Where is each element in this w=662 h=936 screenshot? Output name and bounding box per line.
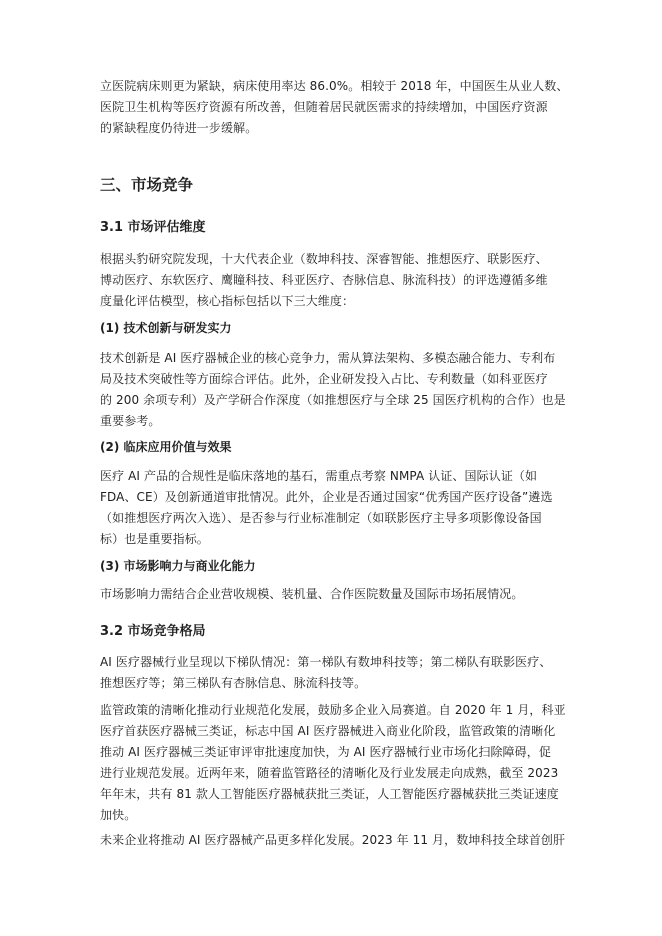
- item-heading-tech-innovation: (1) 技术创新与研发实力: [100, 321, 232, 335]
- text-line: 的紧缺程度仍待进一步缓解。: [100, 121, 258, 135]
- text-line: （如推想医疗两次入选）、是否参与行业标准制定（如联影医疗主导多项影像设备国: [100, 511, 542, 525]
- text-line: 推动 AI 医疗器械三类证审评审批速度加快，为 AI 医疗器械行业市场化扫除障碍，促: [100, 745, 551, 759]
- paragraph-evaluation-intro: [100, 249, 570, 312]
- text-line: 进行业规范发展。近两年来，随着监管路径的清晰化及行业发展走向成熟，截至 2023: [100, 766, 559, 780]
- text-line: 医疗 AI 产品的合规性是临床落地的基石，需重点考察 NMPA 认证、国际认证（如: [100, 469, 538, 483]
- text-line: 年年末，共有 81 款人工智能医疗器械获批三类证，人工智能医疗器械获批三类证速度: [100, 787, 559, 801]
- text-line: 根据头豹研究院发现，十大代表企业（数坤科技、深睿智能、推想医疗、联影医疗、: [100, 252, 548, 266]
- text-line: 市场影响力需结合企业营收规模、装机量、合作医院数量及国际市场拓展情况。: [100, 587, 524, 601]
- paragraph-policy: [100, 700, 570, 826]
- text-line: AI 医疗器械行业呈现以下梯队情况：第一梯队有数坤科技等；第二梯队有联影医疗、: [100, 655, 552, 669]
- paragraph-tiers: [100, 652, 570, 694]
- text-line: FDA、CE）及创新通道审批情况。此外，企业是否通过国家“优秀国产医疗设备”遴选: [100, 490, 553, 504]
- paragraph-intro: [100, 76, 570, 139]
- section-heading-market-competition: 三、市场竞争: [100, 176, 194, 194]
- paragraph-market-influence: [100, 584, 570, 605]
- item-heading-clinical-value: (2) 临床应用价值与效果: [100, 440, 232, 454]
- text-line: 医疗首获医疗器械三类证，标志中国 AI 医疗器械进入商业化阶段，监管政策的清晰化: [100, 724, 556, 738]
- paragraph-tech-innovation: [100, 348, 570, 432]
- text-line: 重要参考。: [100, 414, 161, 428]
- text-line: 度量化评估模型，核心指标包括以下三大维度：: [100, 294, 355, 308]
- paragraph-clinical-value: [100, 466, 570, 550]
- text-line: 医院卫生机构等医疗资源有所改善，但随着居民就医需求的持续增加，中国医疗资源: [100, 100, 548, 114]
- text-line: 标）也是重要指标。: [100, 532, 209, 546]
- text-line: 立医院病床则更为紧缺，病床使用率达 86.0%。相较于 2018 年，中国医生从业人数、: [100, 79, 569, 93]
- text-line: 局及技术突破性等方面综合评估。此外，企业研发投入占比、专利数量（如科亚医疗: [100, 372, 548, 386]
- paragraph-future: [100, 830, 570, 851]
- text-line: 推想医疗等；第三梯队有杏脉信息、脉流科技等。: [100, 676, 367, 690]
- item-heading-market-influence: (3) 市场影响力与商业化能力: [100, 559, 256, 573]
- text-line: 未来企业将推动 AI 医疗器械产品更多样化发展。2023 年 11 月，数坤科技全球首创肝: [100, 833, 566, 847]
- text-line: 加快。: [100, 808, 137, 822]
- text-line: 技术创新是 AI 医疗器械企业的核心竞争力，需从算法架构、多模态融合能力、专利布: [100, 351, 556, 365]
- subsection-heading-3-2: 3.2 市场竞争格局: [100, 624, 206, 639]
- text-line: 的 200 余项专利）及产学研合作深度（如推想医疗与全球 25 国医疗机构的合作）也是: [100, 393, 566, 407]
- subsection-heading-3-1: 3.1 市场评估维度: [100, 220, 206, 235]
- text-line: 监管政策的清晰化推动行业规范化发展，鼓励多企业入局赛道。自 2020 年 1 月，科亚: [100, 703, 566, 717]
- text-line: 博动医疗、东软医疗、鹰瞳科技、科亚医疗、杏脉信息、脉流科技）的评选遵循多维: [100, 273, 548, 287]
